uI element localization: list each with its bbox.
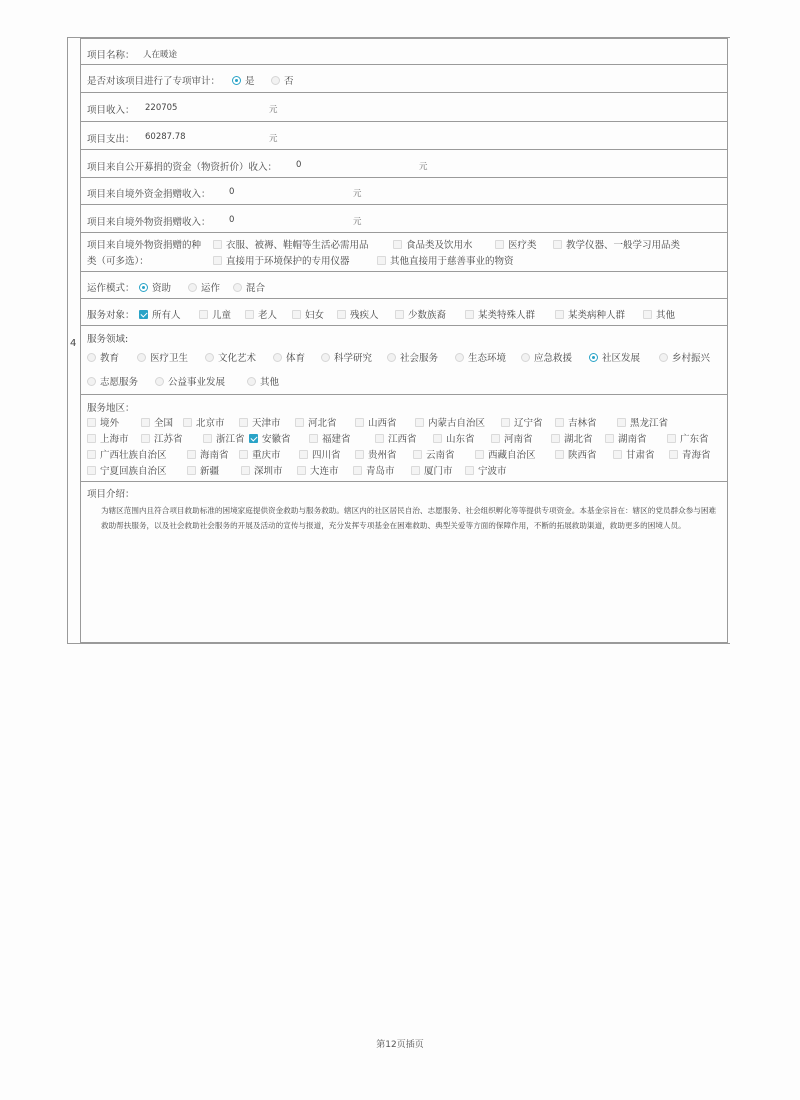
region-option[interactable] xyxy=(375,431,417,445)
overseas-goods-row xyxy=(80,205,728,233)
target-label: 某类特殊人群 xyxy=(478,310,536,321)
page-footer: 第12页插页 xyxy=(376,1040,424,1050)
region-label: 青岛市 xyxy=(366,466,395,477)
region-label: 海南省 xyxy=(200,450,229,461)
target-label: 残疾人 xyxy=(350,310,379,321)
checkbox-icon[interactable] xyxy=(605,434,614,443)
region-option[interactable] xyxy=(415,415,485,429)
row-number: 4 xyxy=(70,338,77,349)
expense-row xyxy=(80,122,728,150)
field-option[interactable] xyxy=(155,374,225,388)
region-label: 广东省 xyxy=(680,434,709,445)
region-option[interactable] xyxy=(355,447,397,461)
field-option-selected[interactable] xyxy=(589,350,640,364)
special-audit-label: 是否对该项目进行了专项审计： xyxy=(87,76,221,87)
goods-type-label: 直接用于环境保护的专用仪器 xyxy=(226,256,350,267)
checkbox-icon[interactable] xyxy=(297,466,306,475)
checkbox-icon[interactable] xyxy=(241,466,250,475)
region-label: 宁夏回族自治区 xyxy=(100,466,167,477)
checkbox-icon[interactable] xyxy=(551,434,560,443)
region-label: 上海市 xyxy=(100,434,129,445)
target-label: 所有人 xyxy=(152,310,181,321)
region-option[interactable] xyxy=(555,447,597,461)
service-fields-row xyxy=(80,326,728,395)
checkbox-icon[interactable] xyxy=(199,310,208,319)
field-option[interactable] xyxy=(321,350,372,364)
checkbox-icon[interactable] xyxy=(377,256,386,265)
field-label: 公益事业发展 xyxy=(168,377,226,388)
target-option[interactable] xyxy=(395,307,446,321)
checkbox-icon[interactable] xyxy=(141,434,150,443)
goods-type-label: 衣服、被褥、鞋帽等生活必需用品 xyxy=(226,240,369,251)
region-label: 大连市 xyxy=(310,466,339,477)
region-label: 黑龙江省 xyxy=(630,418,669,429)
target-option[interactable] xyxy=(643,307,675,321)
public-fundraising-row xyxy=(80,150,728,178)
mode-label: 资助 xyxy=(152,283,172,294)
radio-icon[interactable] xyxy=(271,76,280,85)
radio-icon[interactable] xyxy=(155,377,164,386)
mode-option-funding[interactable] xyxy=(139,280,171,294)
radio-icon[interactable] xyxy=(659,353,668,362)
region-option[interactable] xyxy=(413,447,455,461)
region-option[interactable] xyxy=(411,463,453,477)
checkbox-icon[interactable] xyxy=(553,240,562,249)
radio-icon[interactable] xyxy=(87,353,96,362)
field-option[interactable] xyxy=(659,350,710,364)
checkbox-icon[interactable] xyxy=(395,310,404,319)
checkbox-icon[interactable] xyxy=(295,418,304,427)
checkbox-icon[interactable] xyxy=(643,310,652,319)
radio-icon[interactable] xyxy=(87,377,96,386)
checkbox-icon[interactable] xyxy=(337,310,346,319)
checkbox-icon[interactable] xyxy=(491,434,500,443)
checkbox-icon[interactable] xyxy=(309,434,318,443)
region-option[interactable] xyxy=(617,415,668,429)
expense-value: 60287.78 xyxy=(145,132,186,142)
introduction-label: 项目介绍： xyxy=(87,489,135,500)
radio-selected-icon[interactable] xyxy=(589,353,598,362)
target-label: 其他 xyxy=(656,310,676,321)
checkbox-icon[interactable] xyxy=(239,450,248,459)
field-label: 医疗卫生 xyxy=(150,353,189,364)
checkbox-checked-icon[interactable] xyxy=(249,434,258,443)
goods-type-option[interactable] xyxy=(213,237,369,251)
radio-icon[interactable] xyxy=(247,377,256,386)
checkbox-icon[interactable] xyxy=(465,466,474,475)
checkbox-icon[interactable] xyxy=(413,450,422,459)
checkbox-icon[interactable] xyxy=(501,418,510,427)
target-option[interactable] xyxy=(555,307,625,321)
radio-icon[interactable] xyxy=(205,353,214,362)
audit-no-option[interactable] xyxy=(271,73,294,87)
radio-icon[interactable] xyxy=(273,353,282,362)
income-value: 220705 xyxy=(145,103,178,113)
region-option[interactable] xyxy=(87,415,119,429)
checkbox-icon[interactable] xyxy=(433,434,442,443)
field-option[interactable] xyxy=(247,374,279,388)
checkbox-icon[interactable] xyxy=(375,434,384,443)
expense-unit: 元 xyxy=(269,134,278,144)
region-option[interactable] xyxy=(299,447,341,461)
checkbox-icon[interactable] xyxy=(555,418,564,427)
audit-no-label: 否 xyxy=(284,76,294,87)
checkbox-checked-icon[interactable] xyxy=(139,310,148,319)
goods-type-option[interactable] xyxy=(553,237,680,251)
target-option[interactable] xyxy=(139,307,181,321)
checkbox-icon[interactable] xyxy=(475,450,484,459)
checkbox-icon[interactable] xyxy=(292,310,301,319)
field-label: 生态环境 xyxy=(468,353,507,364)
radio-icon[interactable] xyxy=(137,353,146,362)
region-option[interactable] xyxy=(605,431,647,445)
service-fields-label: 服务领域: xyxy=(87,334,129,345)
checkbox-icon[interactable] xyxy=(555,450,564,459)
region-option[interactable] xyxy=(87,447,167,461)
service-targets-label: 服务对象： xyxy=(87,310,135,321)
field-label: 志愿服务 xyxy=(100,377,139,388)
expense-label: 项目支出： xyxy=(87,134,135,145)
region-option[interactable] xyxy=(555,415,597,429)
region-option[interactable] xyxy=(241,463,283,477)
region-option[interactable] xyxy=(295,415,337,429)
mode-label: 运作 xyxy=(201,283,221,294)
region-label: 四川省 xyxy=(312,450,341,461)
goods-type-option[interactable] xyxy=(393,237,473,251)
audit-yes-option[interactable] xyxy=(232,73,255,87)
target-option[interactable] xyxy=(292,307,324,321)
region-label: 全国 xyxy=(154,418,174,429)
mode-option-mixed[interactable] xyxy=(233,280,265,294)
service-regions-label: 服务地区： xyxy=(87,403,135,414)
region-option[interactable] xyxy=(87,431,129,445)
region-option[interactable] xyxy=(475,447,536,461)
region-label: 北京市 xyxy=(196,418,225,429)
region-option[interactable] xyxy=(465,463,507,477)
region-label: 辽宁省 xyxy=(514,418,543,429)
project-name-row xyxy=(80,38,728,65)
field-label: 科学研究 xyxy=(334,353,373,364)
introduction-row xyxy=(80,482,728,643)
public-fundraising-label: 项目来自公开募捐的资金（物资折价）收入： xyxy=(87,162,278,173)
project-form-sheet xyxy=(67,37,730,644)
region-label: 江西省 xyxy=(388,434,417,445)
region-option[interactable] xyxy=(141,431,183,445)
region-label: 境外 xyxy=(100,418,120,429)
goods-type-option[interactable] xyxy=(213,253,350,267)
region-option[interactable] xyxy=(355,415,397,429)
service-regions-row xyxy=(80,395,728,482)
region-label: 吉林省 xyxy=(568,418,597,429)
public-fundraising-unit: 元 xyxy=(419,162,428,172)
radio-icon[interactable] xyxy=(387,353,396,362)
checkbox-icon[interactable] xyxy=(617,418,626,427)
target-option[interactable] xyxy=(465,307,535,321)
region-label: 重庆市 xyxy=(252,450,281,461)
checkbox-icon[interactable] xyxy=(213,256,222,265)
region-option[interactable] xyxy=(433,431,475,445)
region-option[interactable] xyxy=(187,463,219,477)
special-audit-row xyxy=(80,65,728,93)
field-option[interactable] xyxy=(87,350,119,364)
region-label: 贵州省 xyxy=(368,450,397,461)
checkbox-icon[interactable] xyxy=(141,418,150,427)
region-label: 云南省 xyxy=(426,450,455,461)
region-label: 宁波市 xyxy=(478,466,507,477)
goods-type-label: 医疗类 xyxy=(508,240,537,251)
region-label: 浙江省 xyxy=(216,434,245,445)
field-label: 应急救援 xyxy=(534,353,573,364)
checkbox-icon[interactable] xyxy=(299,450,308,459)
checkbox-icon[interactable] xyxy=(393,240,402,249)
region-label: 陕西省 xyxy=(568,450,597,461)
region-option[interactable] xyxy=(491,431,533,445)
checkbox-icon[interactable] xyxy=(355,450,364,459)
overseas-funds-value: 0 xyxy=(229,187,235,197)
goods-type-label: 食品类及饮用水 xyxy=(406,240,473,251)
income-label: 项目收入： xyxy=(87,105,135,116)
region-label: 河北省 xyxy=(308,418,337,429)
project-info-table xyxy=(80,38,730,643)
checkbox-icon[interactable] xyxy=(355,418,364,427)
field-label: 体育 xyxy=(286,353,306,364)
region-label: 湖南省 xyxy=(618,434,647,445)
field-label: 教育 xyxy=(100,353,120,364)
region-label: 安徽省 xyxy=(262,434,291,445)
field-label: 社区发展 xyxy=(602,353,641,364)
checkbox-icon[interactable] xyxy=(183,418,192,427)
income-unit: 元 xyxy=(269,105,278,115)
field-option[interactable] xyxy=(273,350,305,364)
checkbox-icon[interactable] xyxy=(613,450,622,459)
field-label: 社会服务 xyxy=(400,353,439,364)
goods-types-label-line2: 类（可多选）： xyxy=(87,256,149,267)
target-label: 某类病种人群 xyxy=(568,310,626,321)
audit-yes-label: 是 xyxy=(245,76,255,87)
checkbox-icon[interactable] xyxy=(213,240,222,249)
checkbox-icon[interactable] xyxy=(203,434,212,443)
field-label: 文化艺术 xyxy=(218,353,257,364)
radio-selected-icon[interactable] xyxy=(139,283,148,292)
region-label: 西藏自治区 xyxy=(488,450,536,461)
project-name-value: 人在暖途 xyxy=(143,50,178,60)
checkbox-icon[interactable] xyxy=(87,418,96,427)
region-option[interactable] xyxy=(613,447,655,461)
checkbox-icon[interactable] xyxy=(187,466,196,475)
radio-icon[interactable] xyxy=(321,353,330,362)
region-option[interactable] xyxy=(183,415,225,429)
checkbox-icon[interactable] xyxy=(669,450,678,459)
checkbox-icon[interactable] xyxy=(87,466,96,475)
overseas-goods-value: 0 xyxy=(229,215,235,225)
checkbox-icon[interactable] xyxy=(239,418,248,427)
field-option[interactable] xyxy=(87,374,138,388)
checkbox-icon[interactable] xyxy=(411,466,420,475)
target-option[interactable] xyxy=(337,307,379,321)
region-option[interactable] xyxy=(87,463,167,477)
target-label: 儿童 xyxy=(212,310,232,321)
region-label: 福建省 xyxy=(322,434,351,445)
region-label: 广西壮族自治区 xyxy=(100,450,167,461)
income-row xyxy=(80,93,728,122)
region-option[interactable] xyxy=(239,447,281,461)
checkbox-icon[interactable] xyxy=(87,434,96,443)
radio-icon[interactable] xyxy=(188,283,197,292)
public-fundraising-value: 0 xyxy=(296,160,302,170)
checkbox-icon[interactable] xyxy=(555,310,564,319)
mode-label: 混合 xyxy=(246,283,266,294)
target-label: 少数族裔 xyxy=(408,310,447,321)
region-option[interactable] xyxy=(141,415,173,429)
operation-mode-label: 运作模式： xyxy=(87,283,135,294)
field-option[interactable] xyxy=(205,350,256,364)
overseas-funds-row xyxy=(80,178,728,205)
radio-selected-icon[interactable] xyxy=(232,76,241,85)
mode-option-operating[interactable] xyxy=(188,280,220,294)
field-option[interactable] xyxy=(455,350,506,364)
overseas-goods-label: 项目来自境外物资捐赠收入： xyxy=(87,217,211,228)
region-label: 湖北省 xyxy=(564,434,593,445)
service-targets-row xyxy=(80,299,728,326)
goods-types-label-line1: 项目来自境外物资捐赠的种 xyxy=(87,240,202,251)
checkbox-icon[interactable] xyxy=(465,310,474,319)
region-label: 深圳市 xyxy=(254,466,283,477)
region-label: 江苏省 xyxy=(154,434,183,445)
project-name-label: 项目名称： xyxy=(87,50,135,61)
region-option[interactable] xyxy=(239,415,281,429)
overseas-funds-unit: 元 xyxy=(353,189,362,199)
region-option[interactable] xyxy=(203,431,245,445)
radio-icon[interactable] xyxy=(233,283,242,292)
checkbox-icon[interactable] xyxy=(495,240,504,249)
checkbox-icon[interactable] xyxy=(353,466,362,475)
field-option[interactable] xyxy=(521,350,572,364)
goods-types-row xyxy=(80,233,728,272)
introduction-text: 为辖区范围内且符合项目救助标准的困境家庭提供资金救助与服务救助。辖区内的社区居民自治、志愿服务、社会组织孵化等等提供专项资金。本基金宗旨在：辖区的党员群众参与困难救助帮扶服务，以及社会救助社会服务的开展及活动的宣传与报道，充分发挥专项基金在困难救助、典型关爱等方面的保障作用，不断的拓展救助渠道，救助更多的困境人员。 xyxy=(101,506,717,530)
field-option[interactable] xyxy=(137,350,188,364)
region-label: 甘肃省 xyxy=(626,450,655,461)
checkbox-icon[interactable] xyxy=(245,310,254,319)
region-label: 山西省 xyxy=(368,418,397,429)
region-label: 新疆 xyxy=(200,466,220,477)
target-label: 妇女 xyxy=(305,310,325,321)
radio-icon[interactable] xyxy=(455,353,464,362)
target-option[interactable] xyxy=(245,307,277,321)
radio-icon[interactable] xyxy=(521,353,530,362)
checkbox-icon[interactable] xyxy=(187,450,196,459)
region-option[interactable] xyxy=(501,415,543,429)
target-label: 老人 xyxy=(258,310,278,321)
field-label: 其他 xyxy=(260,377,280,388)
checkbox-icon[interactable] xyxy=(667,434,676,443)
checkbox-icon[interactable] xyxy=(87,450,96,459)
region-option[interactable] xyxy=(187,447,229,461)
region-option[interactable] xyxy=(249,431,291,445)
target-option[interactable] xyxy=(199,307,231,321)
region-option[interactable] xyxy=(353,463,395,477)
goods-type-label: 其他直接用于慈善事业的物资 xyxy=(390,256,514,267)
region-label: 山东省 xyxy=(446,434,475,445)
region-label: 内蒙古自治区 xyxy=(428,418,486,429)
checkbox-icon[interactable] xyxy=(415,418,424,427)
region-label: 厦门市 xyxy=(424,466,453,477)
overseas-goods-unit: 元 xyxy=(353,217,362,227)
region-option[interactable] xyxy=(669,447,711,461)
field-label: 乡村振兴 xyxy=(672,353,711,364)
region-label: 天津市 xyxy=(252,418,281,429)
region-option[interactable] xyxy=(551,431,593,445)
goods-type-option[interactable] xyxy=(495,237,537,251)
region-option[interactable] xyxy=(297,463,339,477)
operation-mode-row xyxy=(80,272,728,299)
region-option[interactable] xyxy=(309,431,351,445)
region-label: 青海省 xyxy=(682,450,711,461)
goods-type-option[interactable] xyxy=(377,253,514,267)
goods-type-label: 教学仪器、一般学习用品类 xyxy=(566,240,681,251)
region-option[interactable] xyxy=(667,431,709,445)
overseas-funds-label: 项目来自境外资金捐赠收入： xyxy=(87,189,211,200)
field-option[interactable] xyxy=(387,350,438,364)
region-label: 河南省 xyxy=(504,434,533,445)
